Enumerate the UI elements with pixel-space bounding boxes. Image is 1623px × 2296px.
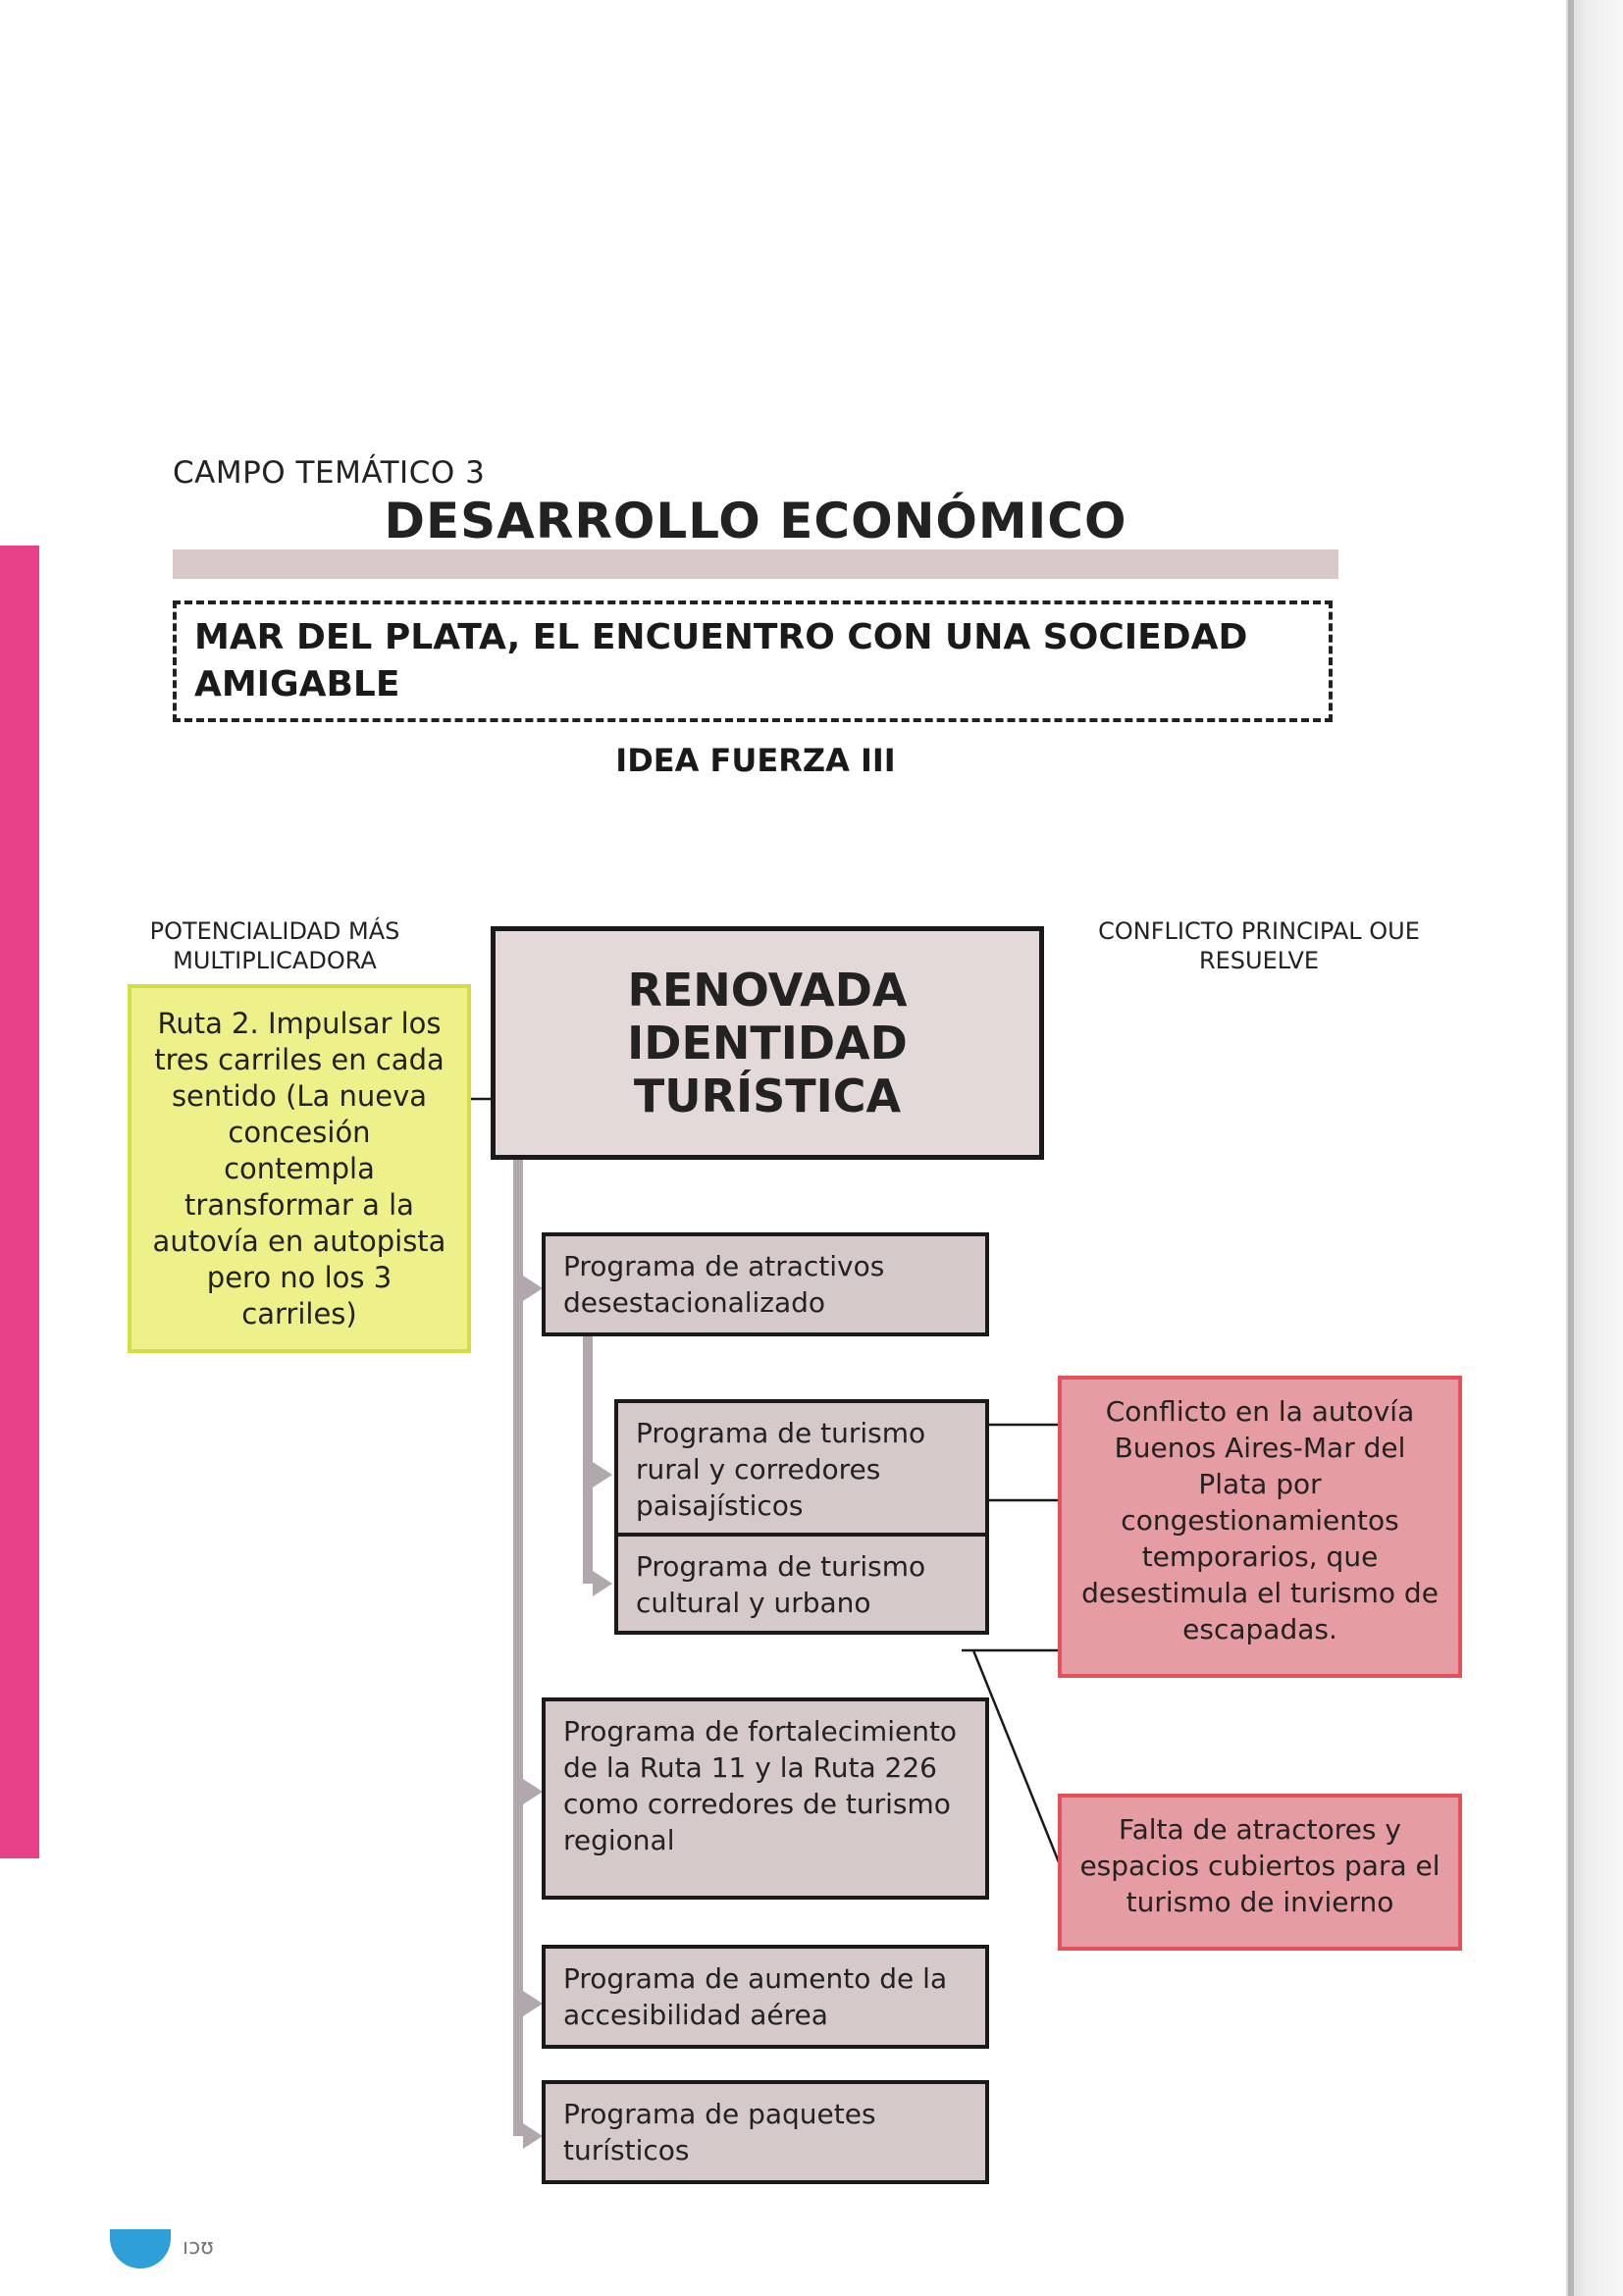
pointer-p3 (593, 1571, 612, 1596)
programa-accesibilidad-text: Programa de aumento de la accesibilidad aérea (563, 1962, 948, 2031)
page-number: ıɔʊ (183, 2235, 214, 2260)
main-spine (513, 1160, 523, 2136)
pointer-p1 (523, 1276, 543, 1301)
programa-rutas-box (542, 1697, 989, 1900)
pointer-p2 (593, 1462, 612, 1487)
programa-paquetes-box (542, 2080, 989, 2184)
conflicto-invierno-text: Falta de atractores y espacios cubiertos para el turismo de invierno (1079, 1813, 1440, 1918)
programa-turismo-cultural-box (614, 1533, 989, 1635)
pointer-p5 (523, 1991, 543, 2016)
campo-tematico-label: CAMPO TEMÁTICO 3 (173, 455, 486, 491)
pointer-p6 (523, 2123, 543, 2149)
conflicto-autovia-box (1058, 1376, 1462, 1678)
programa-turismo-rural-text: Programa de turismo rural y corredores paisajísticos (636, 1417, 926, 1522)
renovada-identidad-box (491, 926, 1044, 1160)
pointer-p4 (523, 1779, 543, 1804)
programa-paquetes-text: Programa de paquetes turísticos (563, 2098, 876, 2166)
subtitle: MAR DEL PLATA, EL ENCUENTRO CON UNA SOCIEDAD AMIGABLE (194, 617, 1248, 704)
programa-turismo-cultural-text: Programa de turismo cultural y urbano (636, 1550, 926, 1619)
renovada-identidad-text: RENOVADA IDENTIDAD TURÍSTICA (627, 964, 908, 1122)
programa-rutas-text: Programa de fortalecimiento de la Ruta 11 y la Ruta 226 como corredores de turismo regional (563, 1715, 958, 1856)
programa-atractivos-box (542, 1232, 989, 1336)
conflicto-invierno-box (1058, 1794, 1462, 1951)
conflicto-autovia-text: Conflicto en la autovía Buenos Aires-Mar del Plata por congestionamientos temporarios, que desestimula el turismo de escapadas. (1081, 1395, 1439, 1645)
conflicto-label: CONFLICTO PRINCIPAL OUE RESUELVE (1098, 917, 1420, 974)
sub-spine (583, 1327, 593, 1584)
programa-accesibilidad-box (542, 1945, 989, 2049)
programa-atractivos-text: Programa de atractivos desestacionalizado (563, 1250, 885, 1319)
page-title: DESARROLLO ECONÓMICO (384, 493, 1127, 549)
potencialidad-label: POTENCIALIDAD MÁS MULTIPLICADORA (149, 917, 400, 974)
programa-turismo-rural-box (614, 1399, 989, 1537)
potencialidad-box: Ruta 2. Impulsar los tres carriles en cada sentido (La nueva concesión contempla transformar a la autovía en autopista pero no los 3 carriles) (128, 984, 471, 1353)
idea-fuerza-label: IDEA FUERZA III (615, 742, 896, 779)
